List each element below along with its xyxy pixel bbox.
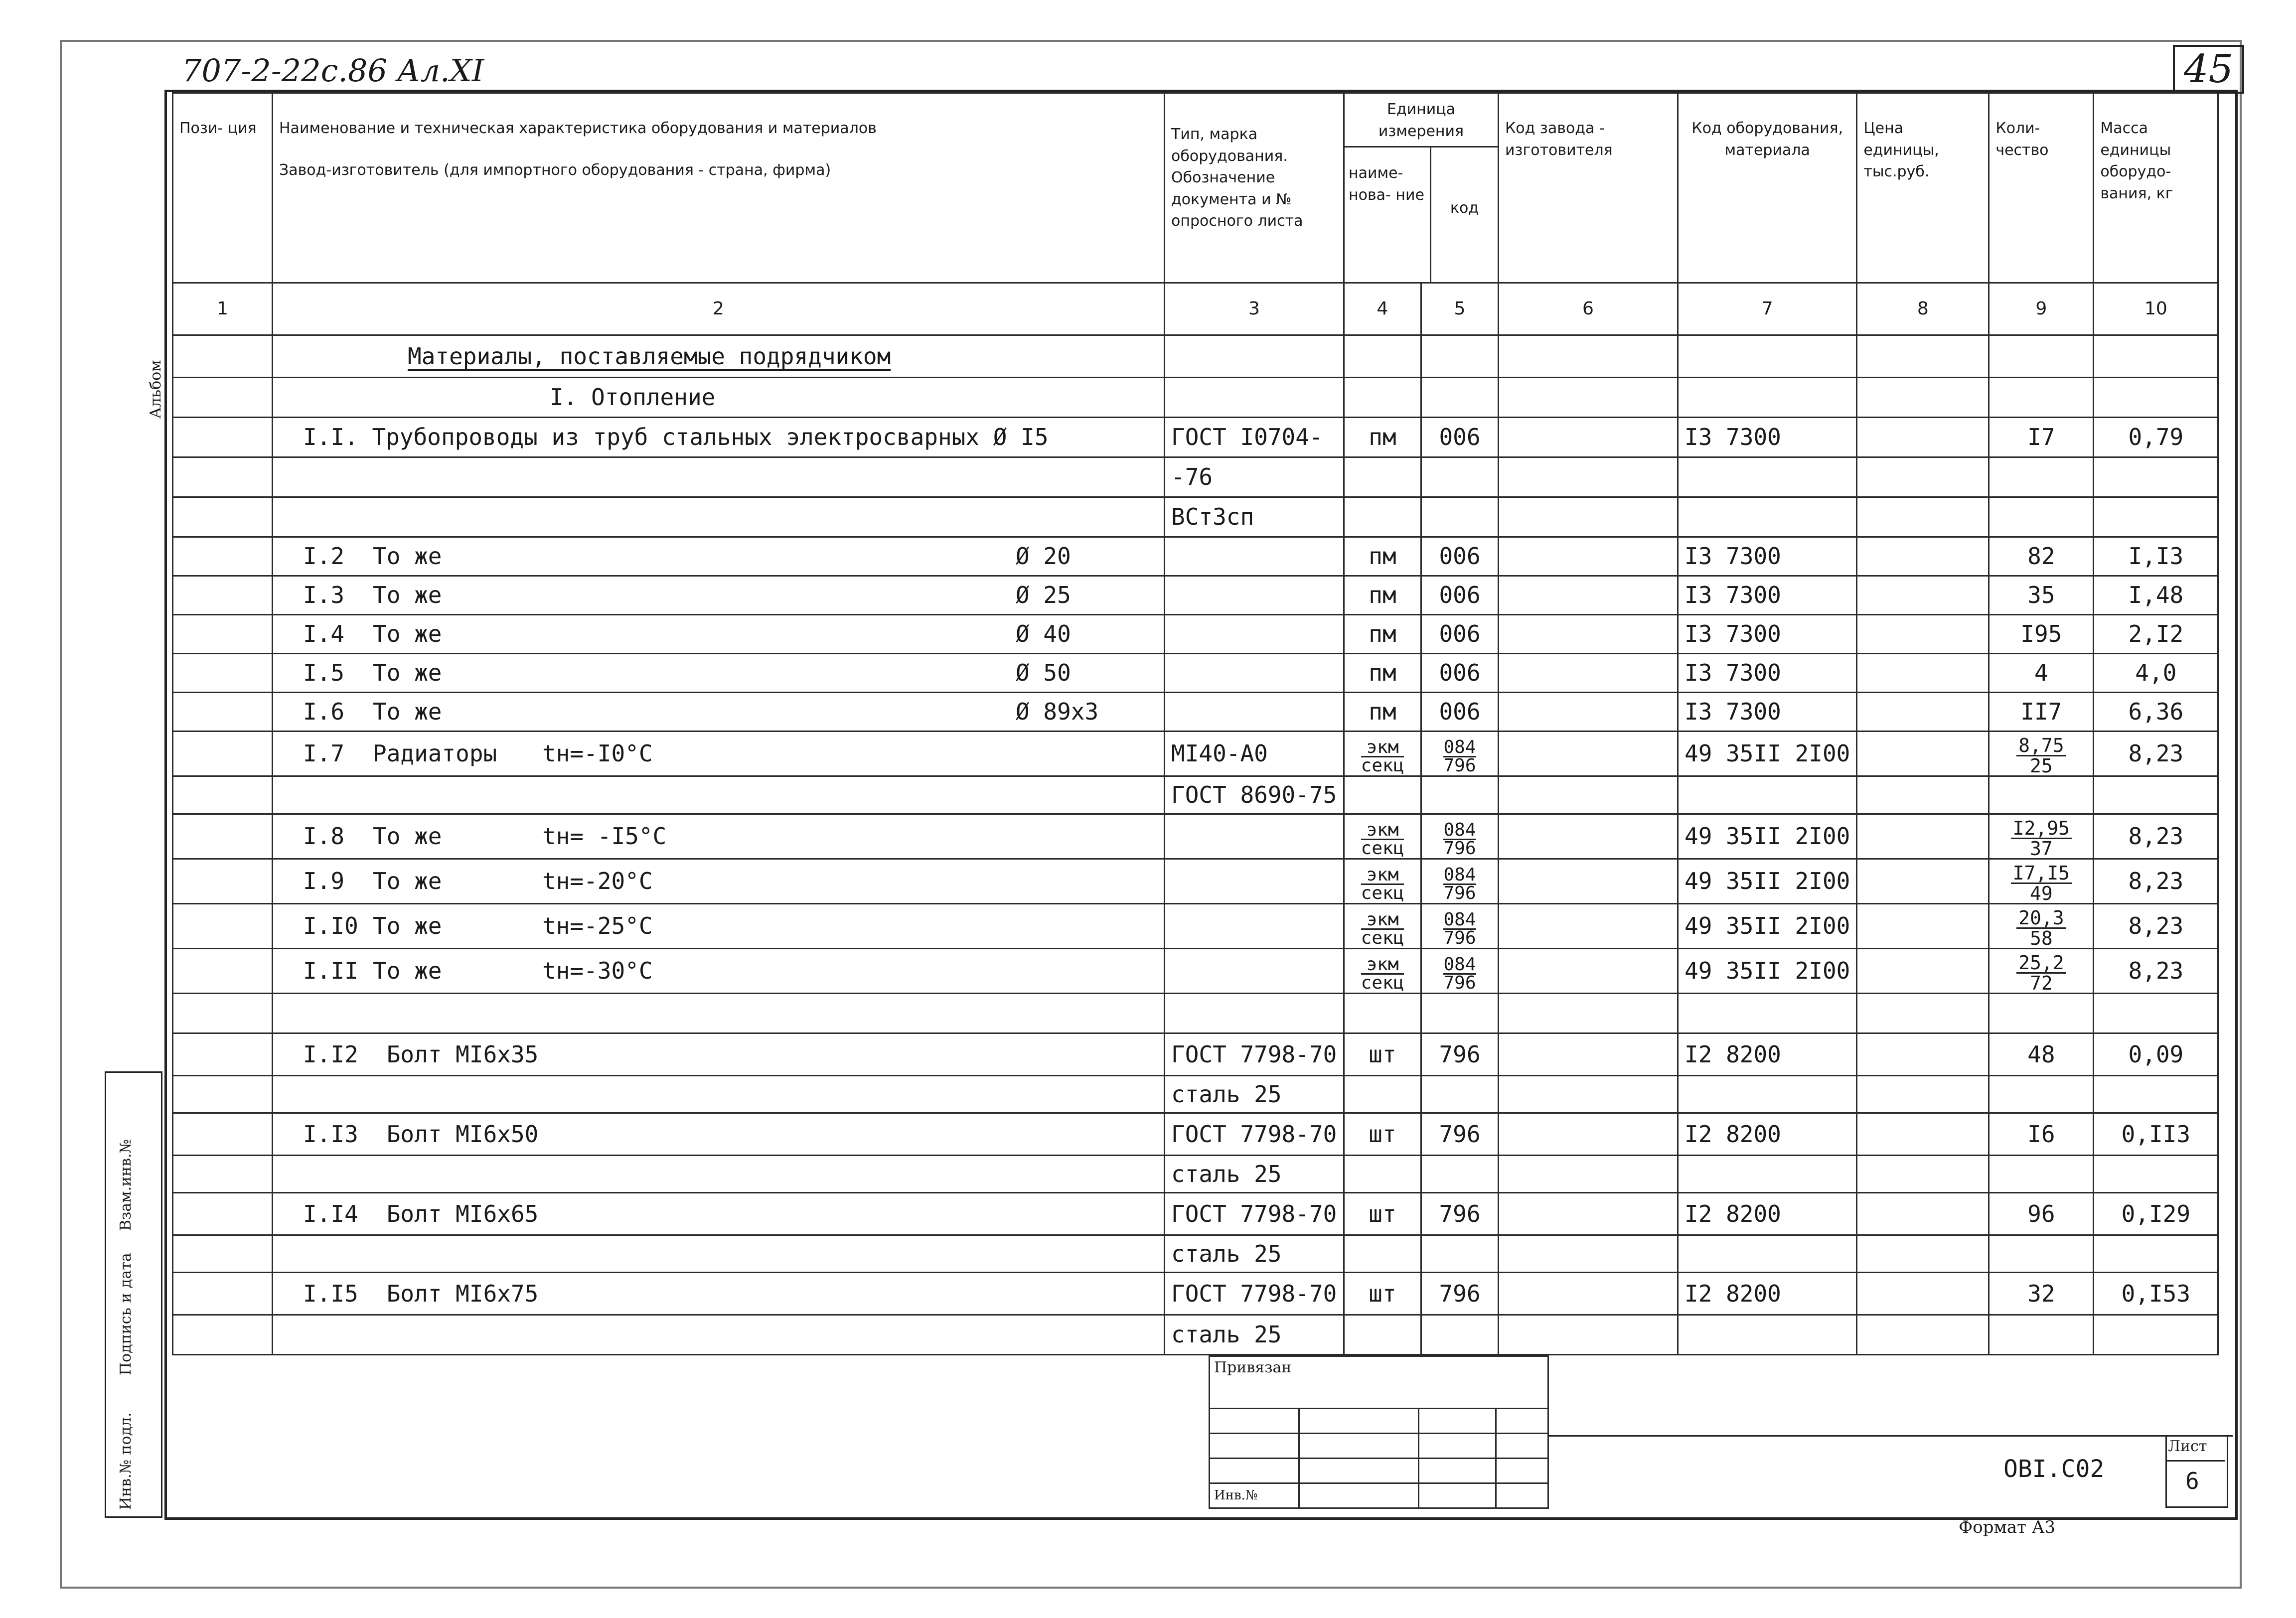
item-unit: шт	[1344, 1273, 1421, 1315]
column-number-row	[173, 283, 2218, 335]
item-unit-code: $\frac{084}{796}$	[1421, 949, 1499, 994]
item-unit-code: 006	[1421, 418, 1499, 457]
item-unit: экм секц	[1344, 732, 1421, 776]
side-label-podpis-data: Подпись и дата	[117, 1253, 135, 1375]
table-row	[173, 418, 2218, 457]
col-header-type: Тип, марка оборудования. Обозначение документа и № опросного листа	[1165, 93, 1344, 283]
item-type: МI40-А0	[1165, 732, 1344, 776]
side-label-inv-podl: Инв.№ подл.	[117, 1412, 135, 1510]
table-row	[173, 576, 2218, 615]
col-number: 6	[1499, 283, 1678, 335]
col-number: 8	[1857, 283, 1989, 335]
item-qty: I7	[1989, 418, 2094, 457]
side-strip	[105, 1071, 162, 1518]
item-type: ГОСТ 7798-70	[1165, 1113, 1344, 1156]
item-unit: экм секц	[1344, 949, 1421, 994]
item-type: ГОСТ I0704-	[1165, 418, 1344, 457]
item-equip-code: I3 7300	[1678, 576, 1857, 615]
table-row	[173, 949, 2218, 994]
item-material: сталь 25	[1165, 1315, 1344, 1355]
item-name: I.3 То же Ø 25	[273, 576, 1165, 615]
item-name: I.4 То же Ø 40	[273, 615, 1165, 654]
table-row	[173, 814, 2218, 859]
item-unit-code: $\frac{084}{796}$	[1421, 904, 1499, 949]
table-row	[173, 654, 2218, 693]
format-label: Формат А3	[1959, 1517, 2056, 1537]
col-number: 3	[1165, 283, 1344, 335]
item-unit: шт	[1344, 1113, 1421, 1156]
inv-no-label: Инв.№	[1210, 1483, 1299, 1508]
item-qty: 82	[1989, 537, 2094, 576]
page-number: 45	[2173, 45, 2244, 94]
item-qty: $\frac{I2,95}{37}$	[1989, 814, 2094, 859]
item-unit: шт	[1344, 1193, 1421, 1235]
item-mass: 0,79	[2094, 418, 2218, 457]
item-name: I.I3 Болт МI6х50	[273, 1113, 1165, 1156]
item-name: I.7 Радиаторы tн=-I0°С	[273, 732, 1165, 776]
item-mass: 0,II3	[2094, 1113, 2218, 1156]
item-equip-code: I3 7300	[1678, 693, 1857, 732]
col-header-unit-name: наиме- нова- ние	[1345, 147, 1431, 282]
item-unit: пм	[1344, 418, 1421, 457]
col-header-price: Цена единицы, тыс.руб.	[1857, 93, 1989, 283]
item-mass: I,48	[2094, 576, 2218, 615]
item-equip-code: 49 35II 2I00	[1678, 814, 1857, 859]
table-row	[173, 1315, 2218, 1355]
table-row	[173, 1033, 2218, 1076]
side-label-album: Альбом	[147, 360, 164, 419]
table-row	[173, 1113, 2218, 1156]
sheet-divider	[2165, 1460, 2225, 1462]
item-name: I.I5 Болт МI6х75	[273, 1273, 1165, 1315]
table-row	[173, 994, 2218, 1033]
table-row	[173, 1076, 2218, 1113]
header-row	[173, 93, 2218, 283]
item-unit-code: 006	[1421, 576, 1499, 615]
item-unit: экм секц	[1344, 904, 1421, 949]
col-number: 4	[1344, 283, 1421, 335]
privyazan-label: Привязан	[1210, 1356, 1548, 1409]
album-reference: 707-2-22с.86 Ал.XI	[182, 52, 484, 89]
item-type: ГОСТ 7798-70	[1165, 1033, 1344, 1076]
item-qty: 4	[1989, 654, 2094, 693]
item-mass: I,I3	[2094, 537, 2218, 576]
table-row	[173, 615, 2218, 654]
item-qty: I6	[1989, 1113, 2094, 1156]
item-name: I.I0 То же tн=-25°С	[273, 904, 1165, 949]
col-number: 5	[1421, 283, 1499, 335]
item-mass: 0,I29	[2094, 1193, 2218, 1235]
item-material: сталь 25	[1165, 1235, 1344, 1273]
item-material: ВСт3сп	[1165, 497, 1344, 537]
col-header-unit-code: код	[1450, 199, 1479, 217]
item-mass: 0,09	[2094, 1033, 2218, 1076]
item-mass: 8,23	[2094, 949, 2218, 994]
table-row	[173, 693, 2218, 732]
col-number: 10	[2094, 283, 2218, 335]
item-type: ГОСТ 7798-70	[1165, 1193, 1344, 1235]
item-equip-code: I2 8200	[1678, 1033, 1857, 1076]
col-header-unit	[1344, 93, 1499, 283]
item-qty: $\frac{I7,I5}{49}$	[1989, 859, 2094, 904]
col-number: 9	[1989, 283, 2094, 335]
table-row	[173, 537, 2218, 576]
item-mass: 8,23	[2094, 732, 2218, 776]
item-equip-code: I3 7300	[1678, 418, 1857, 457]
privyazan-stamp	[1209, 1355, 1549, 1509]
section-subtitle-row	[173, 378, 2218, 418]
item-equip-code: I3 7300	[1678, 654, 1857, 693]
title-block-line	[1547, 1435, 2233, 1437]
item-unit-code: 006	[1421, 615, 1499, 654]
table-row	[173, 859, 2218, 904]
item-qty: 96	[1989, 1193, 2094, 1235]
side-label-vzam-inv: Взам.инв.№	[117, 1139, 135, 1231]
item-type-cont: -76	[1165, 457, 1344, 497]
item-name: I.5 То же Ø 50	[273, 654, 1165, 693]
item-unit-code: $\frac{084}{796}$	[1421, 859, 1499, 904]
item-name: I.6 То же Ø 89х3	[273, 693, 1165, 732]
col-header-name	[273, 93, 1165, 283]
item-unit-code: 006	[1421, 654, 1499, 693]
table-row	[173, 904, 2218, 949]
item-unit: шт	[1344, 1033, 1421, 1076]
table-row	[173, 1273, 2218, 1315]
item-unit: пм	[1344, 693, 1421, 732]
item-mass: 8,23	[2094, 904, 2218, 949]
table-row	[173, 732, 2218, 776]
section-title: Материалы, поставляемые подрядчиком	[273, 335, 1165, 378]
item-unit-code: 796	[1421, 1033, 1499, 1076]
col-header-unit-group: Единица измерения	[1345, 94, 1498, 147]
item-material: сталь 25	[1165, 1076, 1344, 1113]
table-row	[173, 457, 2218, 497]
item-equip-code: I2 8200	[1678, 1113, 1857, 1156]
item-qty: $\frac{20,3}{58}$	[1989, 904, 2094, 949]
item-name: I.I2 Болт МI6х35	[273, 1033, 1165, 1076]
item-qty: $\frac{25,2}{72}$	[1989, 949, 2094, 994]
item-name: I.I. Трубопроводы из труб стальных электросварных Ø I5	[273, 418, 1165, 457]
col-number: 2	[273, 283, 1165, 335]
item-unit-code: 796	[1421, 1273, 1499, 1315]
item-equip-code: 49 35II 2I00	[1678, 904, 1857, 949]
sheet-number: 6	[2185, 1468, 2199, 1494]
col-header-equip-code: Код оборудования, материала	[1678, 93, 1857, 283]
item-name: I.2 То же Ø 20	[273, 537, 1165, 576]
item-unit: пм	[1344, 654, 1421, 693]
item-equip-code: I3 7300	[1678, 537, 1857, 576]
table-row	[173, 1235, 2218, 1273]
item-qty: I95	[1989, 615, 2094, 654]
item-mass: 4,0	[2094, 654, 2218, 693]
item-unit: экм секц	[1344, 814, 1421, 859]
item-material: сталь 25	[1165, 1156, 1344, 1193]
item-equip-code: 49 35II 2I00	[1678, 732, 1857, 776]
col-header-position: Пози- ция	[173, 93, 273, 283]
item-equip-code: I2 8200	[1678, 1193, 1857, 1235]
table-row	[173, 497, 2218, 537]
item-equip-code: I2 8200	[1678, 1273, 1857, 1315]
specification-table	[172, 92, 2219, 1355]
item-qty: $\frac{8,75}{25}$	[1989, 732, 2094, 776]
item-unit-code: 006	[1421, 693, 1499, 732]
item-mass: 2,I2	[2094, 615, 2218, 654]
item-mass: 0,I53	[2094, 1273, 2218, 1315]
item-unit-code: 796	[1421, 1113, 1499, 1156]
item-name: I.I4 Болт МI6х65	[273, 1193, 1165, 1235]
item-mass: 8,23	[2094, 814, 2218, 859]
item-unit: экм секц	[1344, 859, 1421, 904]
col-header-maker-code: Код завода - изготовителя	[1499, 93, 1678, 283]
table-row	[173, 776, 2218, 814]
item-unit-code: $\frac{084}{796}$	[1421, 732, 1499, 776]
col-header-name-line1: Наименование и техническая характеристика оборудования и материалов	[279, 120, 877, 137]
section-subtitle: I. Отопление	[273, 378, 1165, 418]
item-mass: 8,23	[2094, 859, 2218, 904]
item-unit: пм	[1344, 576, 1421, 615]
item-type: ГОСТ 7798-70	[1165, 1273, 1344, 1315]
item-unit: пм	[1344, 537, 1421, 576]
item-qty: 48	[1989, 1033, 2094, 1076]
item-equip-code: I3 7300	[1678, 615, 1857, 654]
col-number: 7	[1678, 283, 1857, 335]
document-code: ОВI.С02	[2003, 1455, 2105, 1483]
item-unit-code: 006	[1421, 537, 1499, 576]
item-unit: пм	[1344, 615, 1421, 654]
item-qty: 32	[1989, 1273, 2094, 1315]
item-qty: 35	[1989, 576, 2094, 615]
item-mass: 6,36	[2094, 693, 2218, 732]
item-unit-code: 796	[1421, 1193, 1499, 1235]
item-name: I.9 То же tн=-20°С	[273, 859, 1165, 904]
col-header-name-line2: Завод-изготовитель (для импортного оборудования - страна, фирма)	[279, 161, 831, 179]
item-equip-code: 49 35II 2I00	[1678, 949, 1857, 994]
section-title-row	[173, 335, 2218, 378]
sheet-label: Лист	[2168, 1438, 2207, 1455]
item-equip-code: 49 35II 2I00	[1678, 859, 1857, 904]
item-name: I.II То же tн=-30°С	[273, 949, 1165, 994]
table-row	[173, 1193, 2218, 1235]
item-name: I.8 То же tн= -I5°С	[273, 814, 1165, 859]
col-header-mass: Масса единицы оборудо- вания, кг	[2094, 93, 2218, 283]
item-unit-code: $\frac{084}{796}$	[1421, 814, 1499, 859]
col-number: 1	[173, 283, 273, 335]
col-header-qty: Коли- чество	[1989, 93, 2094, 283]
table-row	[173, 1156, 2218, 1193]
item-type-cont: ГОСТ 8690-75	[1165, 776, 1344, 814]
item-qty: II7	[1989, 693, 2094, 732]
